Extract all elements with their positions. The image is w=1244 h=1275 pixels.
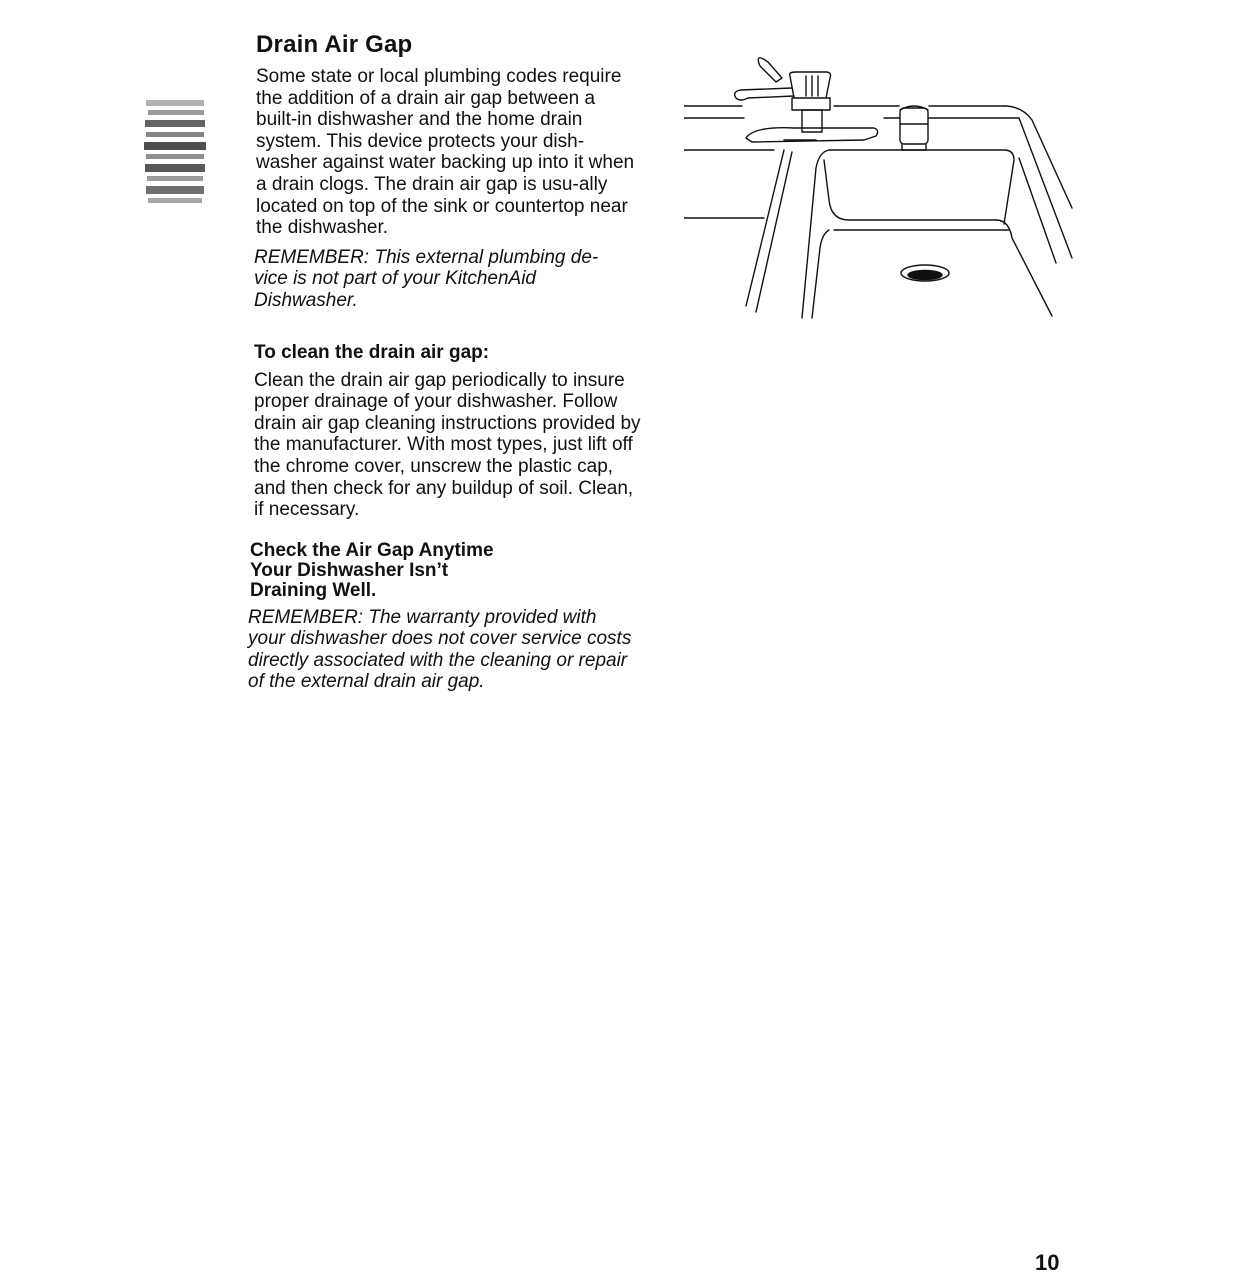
check-heading-line-2: Your Dishwasher Isn’t xyxy=(250,559,449,581)
page-number: 10 xyxy=(1035,1250,1060,1275)
check-heading-line-1: Check the Air Gap Anytime xyxy=(250,539,494,561)
faucet xyxy=(735,58,878,142)
remember-note-2: REMEMBER: The warranty provided with your dishwasher does not cover service costs directly associated with the cleaning or repair of the external drain air gap. xyxy=(248,606,632,693)
countertop-lines xyxy=(684,106,1072,258)
intro-paragraph: Some state or local plumbing codes require the addition of a drain air gap between a built-in dishwasher and the home drain system. This device protects your dish-washer against water backing up into it when a drain clogs. The drain air gap is usu-ally located on top of the sink or countertop near the dishwasher. xyxy=(256,66,635,239)
cleaning-subheading: To clean the drain air gap: xyxy=(254,341,490,363)
drain-air-gap-device xyxy=(900,106,928,150)
scan-edge-marks xyxy=(140,28,210,213)
section-title: Drain Air Gap xyxy=(256,31,413,58)
sink-basin xyxy=(746,140,1056,318)
sink-drain xyxy=(901,265,949,281)
cleaning-paragraph: Clean the drain air gap periodically to insure proper drainage of your dishwasher. Follow drain air gap cleaning instructions provided by the manufacturer. With most types, just lift off the chrome cover, unscrew the plastic cap, and then check for any buildup of soil. Clean, if necessary. xyxy=(254,369,641,521)
text-column xyxy=(250,30,650,693)
remember-note-1: REMEMBER: This external plumbing de-vice is not part of your KitchenAid Dishwasher. xyxy=(254,246,599,311)
sink-air-gap-illustration xyxy=(684,48,1074,323)
check-heading xyxy=(250,541,550,601)
check-heading-line-3: Draining Well. xyxy=(250,579,377,601)
